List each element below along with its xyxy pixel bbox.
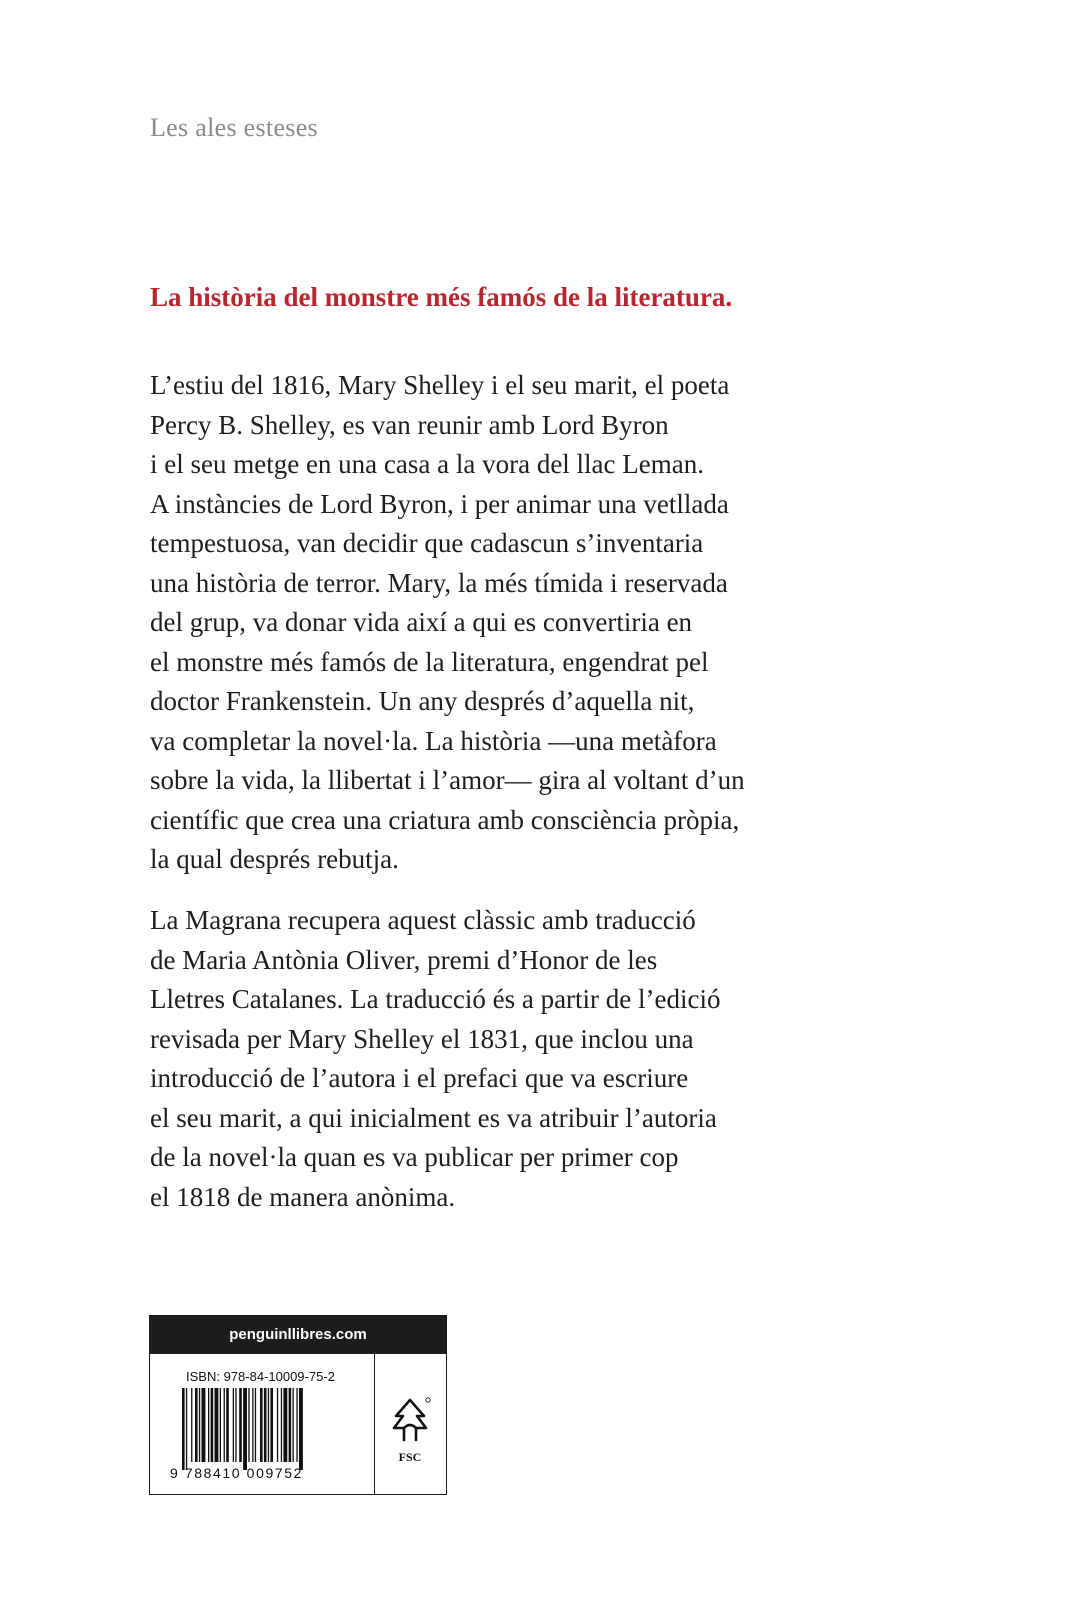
barcode-bar	[239, 1388, 242, 1462]
barcode-bar	[243, 1388, 247, 1470]
barcode-bar	[260, 1388, 263, 1462]
barcode-bar	[277, 1388, 278, 1462]
tagline: La història del monstre més famós de la literatura.	[150, 282, 733, 312]
barcode-bar	[255, 1388, 256, 1462]
barcode-digits: 9 788410 009752	[170, 1465, 303, 1481]
barcode-bar	[270, 1388, 273, 1462]
isbn-label: ISBN: 978-84-10009-75-2	[186, 1369, 335, 1384]
fsc-block	[374, 1354, 446, 1494]
barcode-bar	[199, 1388, 200, 1462]
barcode-bar	[283, 1388, 287, 1462]
barcode-bar	[293, 1388, 294, 1462]
barcode-area	[150, 1354, 375, 1494]
barcode-bar	[211, 1388, 214, 1462]
barcode-bar	[182, 1388, 185, 1470]
barcode-bar	[289, 1388, 292, 1462]
barcode-bar	[264, 1388, 267, 1462]
barcode-bar	[296, 1388, 297, 1462]
barcode-bar	[224, 1388, 225, 1462]
fsc-tree-icon	[388, 1396, 432, 1446]
barcode-bar	[195, 1388, 198, 1462]
barcode-icon	[182, 1388, 346, 1470]
barcode-bar	[252, 1388, 253, 1462]
fsc-label: FSC	[398, 1450, 422, 1464]
barcode-bar	[215, 1388, 219, 1462]
barcode-bar	[191, 1388, 192, 1462]
barcode-bar	[299, 1388, 303, 1470]
blurb-paragraph-1: L’estiu del 1816, Mary Shelley i el seu marit, el poeta Percy B. Shelley, es van reunir amb Lord Byron i el seu metge en una casa a la vora del llac Leman. A instàncies de Lord Byron, i per animar una vetllada tempestuosa, van decidir que cadascun s’inventaria una història de terror. Mary, la més tímida i reservada del grup, va donar vida així a qui es convertiria en el monstre més famós de la literatura, engendrat pel doctor Frankenstein. Un any després d’aquella nit, va completar la novel·la. La història —una metàfora sobre la vida, la llibertat i l’amor— gira al voltant d’un científic que crea una criatura amb consciència pròpia, la qual després rebutja.	[150, 370, 745, 874]
barcode-bar	[186, 1388, 187, 1470]
publisher-website: penguinllibres.com	[150, 1316, 446, 1354]
barcode-bar	[268, 1388, 269, 1462]
barcode-bar	[281, 1388, 282, 1462]
barcode-bar	[208, 1388, 209, 1462]
barcode-bar	[233, 1388, 234, 1462]
blurb-paragraph-2: La Magrana recupera aquest clàssic amb traducció de Maria Antònia Oliver, premi d’Honor de les Lletres Catalanes. La traducció és a partir de l’edició revisada per Mary Shelley el 1831, que inclou una introducció de l’autora i el prefaci que va escriure el seu marit, a qui inicialment es va atribuir l’autoria de la novel·la quan es va publicar per primer cop el 1818 de manera anònima.	[150, 905, 721, 1212]
barcode-bar	[220, 1388, 221, 1462]
barcode-bar	[248, 1388, 249, 1462]
barcode-block	[149, 1315, 447, 1495]
barcode-bar	[202, 1388, 206, 1462]
barcode-bar	[235, 1388, 236, 1462]
barcode-bar	[226, 1388, 229, 1462]
collection-name: Les ales esteses	[150, 113, 318, 142]
